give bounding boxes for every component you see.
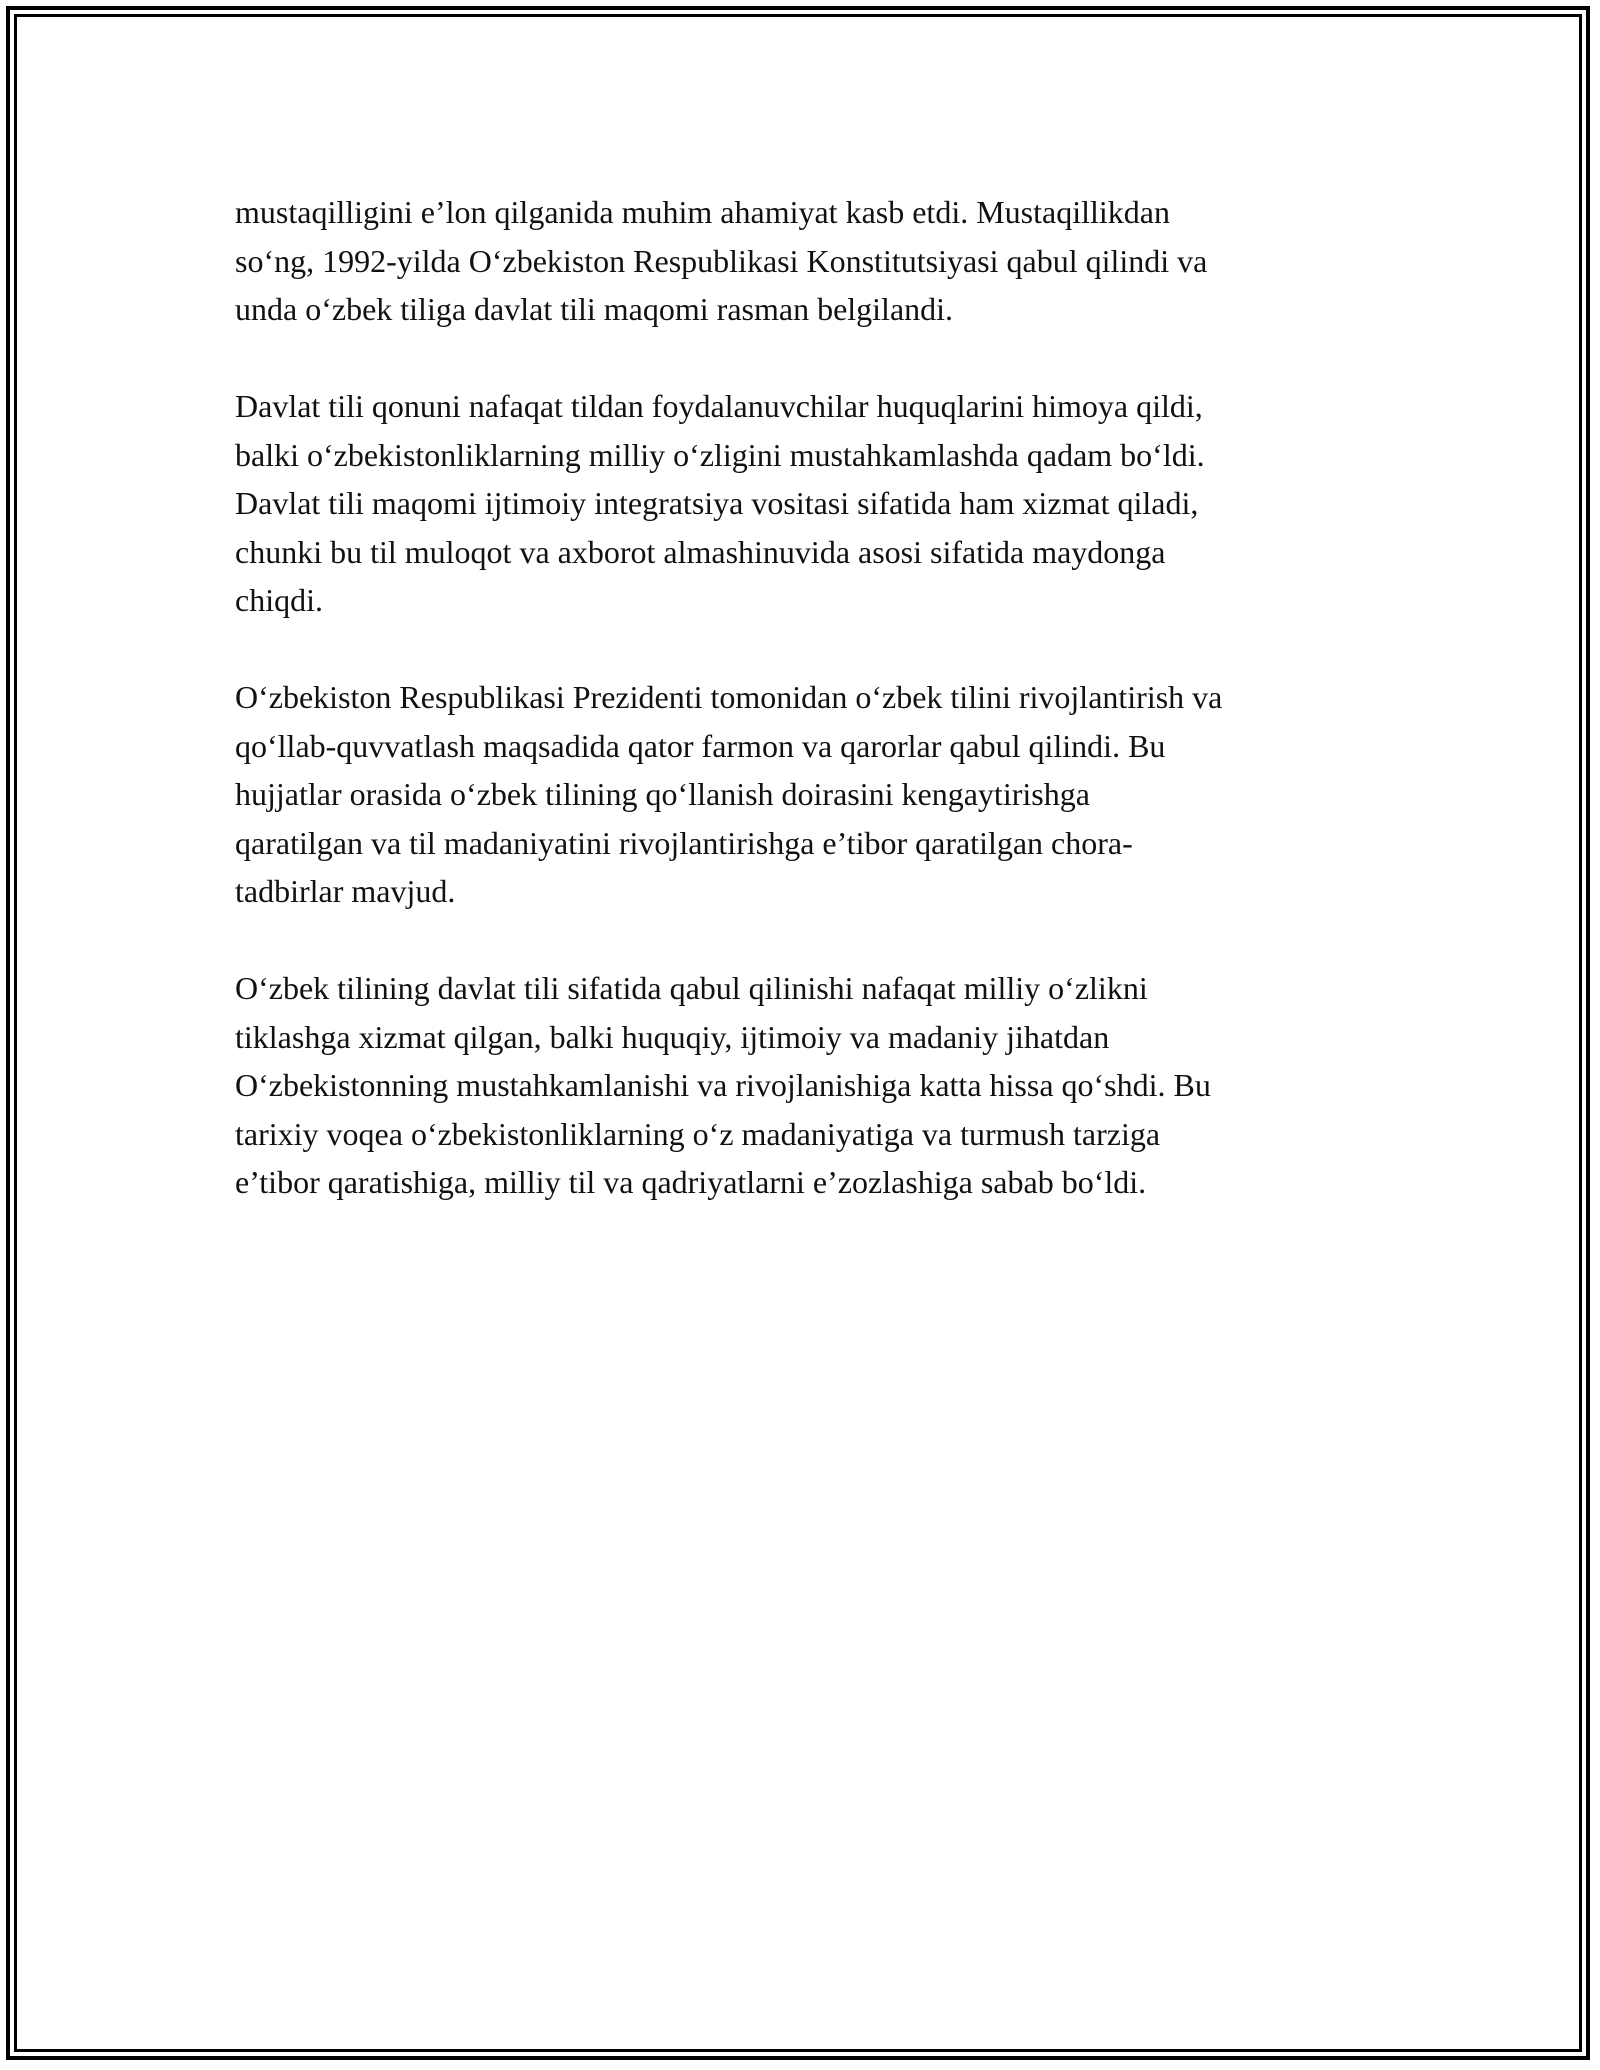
paragraph-4: O‘zbek tilining davlat tili sifatida qabul qilinishi nafaqat milliy o‘zlikni tiklashga xizmat qilgan, balki huquqiy, ijtimoiy va madaniy jihatdan O‘zbekistonning mustahkamlanishi va rivojlanishiga katta hissa qo‘shdi. Bu tarixiy voqea o‘zbekistonliklarning o‘z madaniyatiga va turmush tarziga e’tibor qaratishiga, milliy til va qadriyatlarni e’zozlashiga sabab bo‘ldi. — [235, 970, 1211, 1200]
document-body — [235, 188, 1395, 1255]
paragraph-3: O‘zbekiston Respublikasi Prezidenti tomonidan o‘zbek tilini rivojlantirish va qo‘llab-quvvatlash maqsadida qator farmon va qarorlar qabul qilindi. Bu hujjatlar orasida o‘zbek tilining qo‘llanish doirasini kengaytirishga qaratilgan va til madaniyatini rivojlantirishga e’tibor qaratilgan chora- tadbirlar mavjud. — [235, 679, 1223, 909]
paragraph-2: Davlat tili qonuni nafaqat tildan foydalanuvchilar huquqlarini himoya qildi, balki o‘zbekistonliklarning milliy o‘zligini mustahkamlashda qadam bo‘ldi. Davlat tili maqomi ijtimoiy integratsiya vositasi sifatida ham xizmat qiladi, chunki bu til muloqot va axborot almashinuvida asosi sifatida maydonga chiqdi. — [235, 388, 1205, 618]
paragraph-1: mustaqilligini e’lon qilganida muhim ahamiyat kasb etdi. Mustaqillikdan so‘ng, 1992-yilda O‘zbekiston Respublikasi Konstitutsiyasi qabul qilindi va unda o‘zbek tiliga davlat tili maqomi rasman belgilandi. — [235, 194, 1208, 327]
